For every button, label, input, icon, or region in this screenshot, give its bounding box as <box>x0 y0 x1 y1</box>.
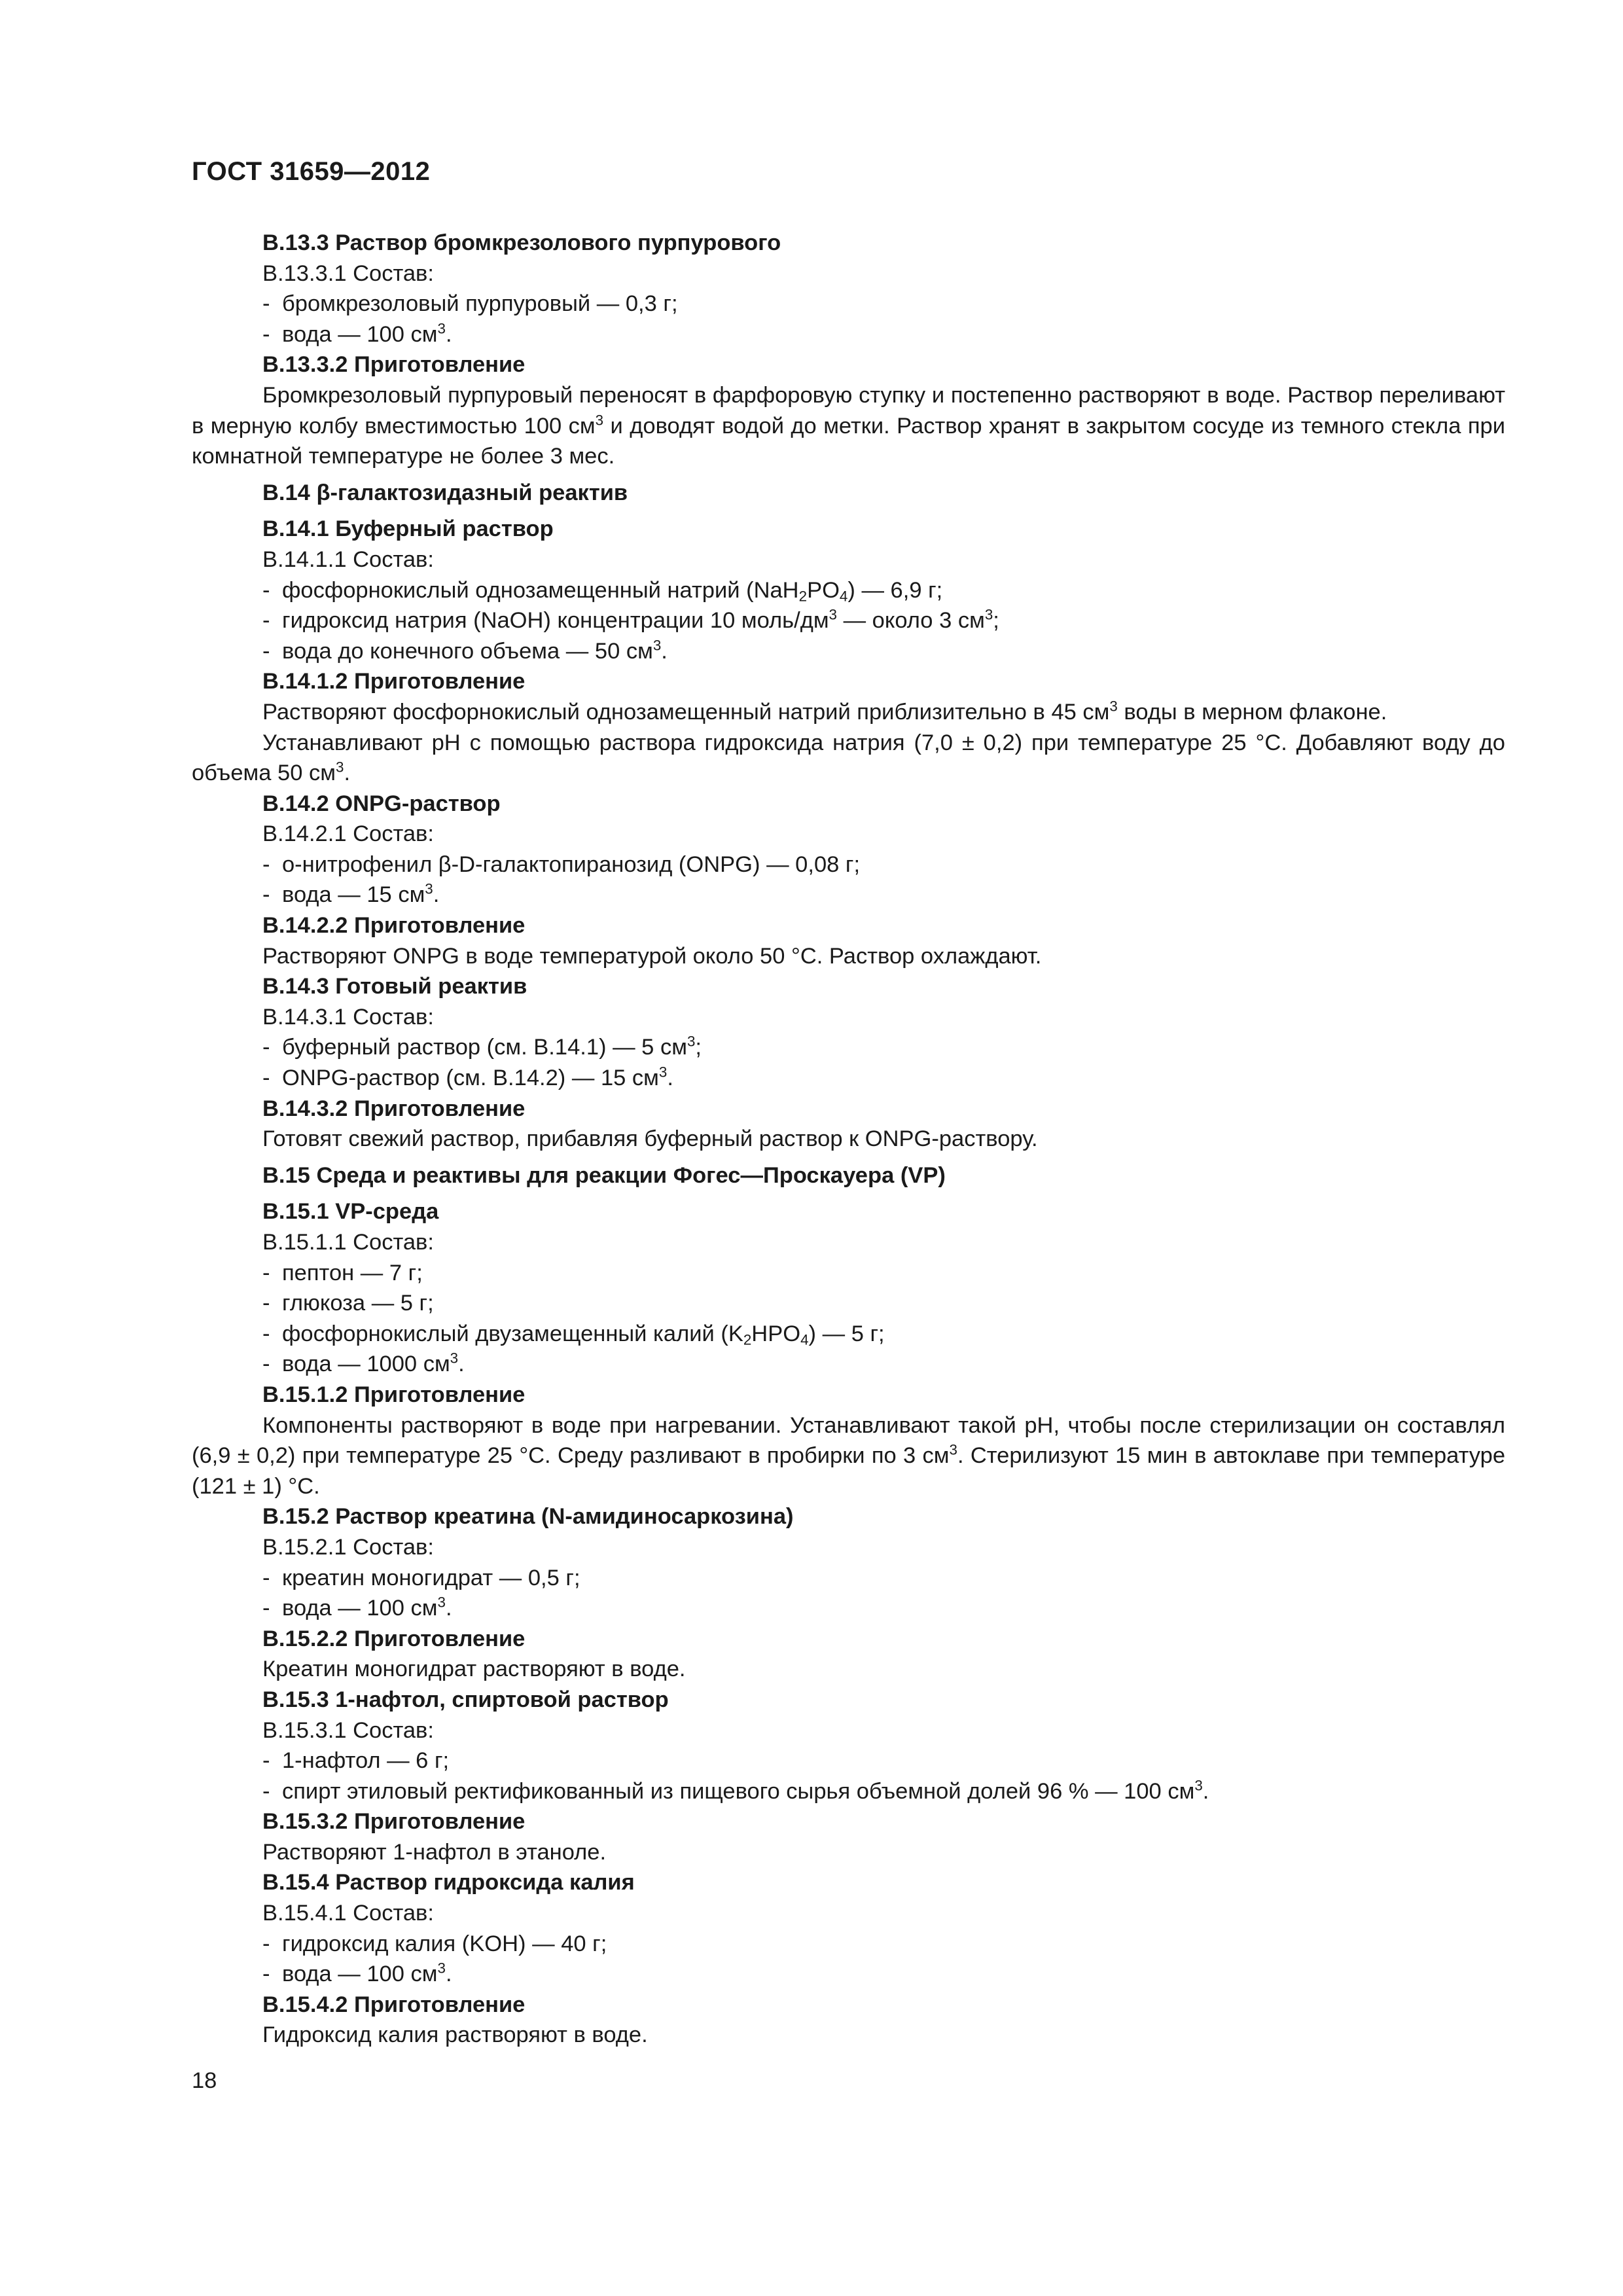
prep-title: В.14.3.2 Приготовление <box>262 1096 526 1121</box>
paragraph: Растворяют 1-нафтол в этаноле. <box>262 1839 607 1865</box>
section-title-b14: В.14 β-галактозидазный реактив <box>262 480 628 505</box>
list-item: - вода до конечного объема — 50 $см^3$. <box>262 637 668 664</box>
list-item: - о-нитрофенил β-D-галактопиранозид (ONPG) — 0,08 г; <box>262 852 861 877</box>
list-item: - бромкрезоловый пурпуровый — 0,3 г; <box>262 291 678 317</box>
list-item: - 1-нафтол — 6 г; <box>262 1748 450 1774</box>
composition-label: В.14.1.1 Состав: <box>262 547 434 572</box>
list-item: - ONPG-раствор (см. В.14.2) — 15 $см^3$. <box>262 1064 673 1091</box>
paragraph: Креатин моногидрат растворяют в воде. <box>262 1657 686 1682</box>
composition-label: В.15.4.1 Состав: <box>262 1901 434 1926</box>
list-item: - вода — 100 $см^3$. <box>262 1594 452 1621</box>
prep-title: В.15.3.2 Приготовление <box>262 1809 526 1835</box>
list-item: - гидроксид калия (KOH) — 40 г; <box>262 1931 607 1956</box>
section-title-b15: В.15 Среда и реактивы для реакции Фогес—Проскауера (VP) <box>262 1162 946 1188</box>
paragraph: Готовят свежий раствор, прибавляя буферный раствор к ONPG-раствору. <box>262 1126 1038 1152</box>
composition-label: В.15.3.1 Состав: <box>262 1717 434 1743</box>
list-item: - креатин моногидрат — 0,5 г; <box>262 1565 580 1590</box>
paragraph: Растворяют ONPG в воде температурой около 50 °С. Раствор охлаждают. <box>262 943 1042 969</box>
prep-title: В.14.2.2 Приготовление <box>262 913 526 939</box>
section-title-b13-3: В.13.3 Раствор бромкрезолового пурпурового <box>262 230 781 255</box>
list-item: - вода — 100 $см^3$. <box>262 1960 452 1987</box>
list-item: - буферный раствор (см. В.14.1) — 5 $см^3$; <box>262 1033 702 1060</box>
prep-title: В.15.4.2 Приготовление <box>262 1992 526 2017</box>
section-title-b14-2: В.14.2 ONPG-раствор <box>262 791 501 816</box>
paragraph: Устанавливают pH с помощью раствора гидроксида натрия (7,0 ± 0,2) при температуре 25 °С. Добавляют воду до объема 50 $см^3$. <box>192 730 1505 786</box>
prep-title-b13-3-2: В.13.3.2 Приготовление <box>262 352 526 378</box>
section-title-b15-4: В.15.4 Раствор гидроксида калия <box>262 1870 635 1895</box>
standard-header: ГОСТ 31659—2012 <box>192 157 431 186</box>
prep-title: В.15.2.2 Приготовление <box>262 1626 526 1651</box>
paragraph: Растворяют фосфорнокислый однозамещенный натрий приблизительно в 45 $см^3$ воды в мерном флаконе. <box>262 698 1387 725</box>
paragraph: Компоненты растворяют в воде при нагревании. Устанавливают такой pH, чтобы после стерилизации он составлял (6,9 ± 0,2) при температуре 25 °С. Среду разливают в пробирки по 3 $см^3$. Стерилизуют 15 мин в автоклаве при температуре (121 ± 1) °С. <box>192 1412 1505 1499</box>
composition-label-b13-3-1: В.13.3.1 Состав: <box>262 260 434 286</box>
list-item: - глюкоза — 5 г; <box>262 1291 434 1316</box>
composition-label: В.15.1.1 Состав: <box>262 1230 434 1255</box>
list-item: - вода — 100 $см^3$. <box>262 320 452 347</box>
document-body <box>192 228 1505 2051</box>
composition-label: В.15.2.1 Состав: <box>262 1534 434 1560</box>
page-number: 18 <box>192 2068 217 2093</box>
list-item: - фосфорнокислый двузамещенный калий $(K_2HPO_4)$ — 5 г; <box>262 1321 885 1348</box>
list-item: - вода — 15 $см^3$. <box>262 881 440 908</box>
section-title-b15-1: В.15.1 VP-среда <box>262 1199 439 1225</box>
prep-title: В.14.1.2 Приготовление <box>262 669 526 694</box>
paragraph: Гидроксид калия растворяют в воде. <box>262 2022 648 2048</box>
list-item: - вода — 1000 $см^3$. <box>262 1350 465 1377</box>
section-title-b15-3: В.15.3 1-нафтол, спиртовой раствор <box>262 1687 669 1712</box>
paragraph: Бромкрезоловый пурпуровый переносят в фарфоровую ступку и постепенно растворяют в воде. Раствор переливают в мерную колбу вместимостью 100 $см^3$ и доводят водой до метки. Раствор хранят в закрытом сосуде из темного стекла при комнатной температуре не более 3 мес. <box>192 382 1505 469</box>
composition-label: В.14.3.1 Состав: <box>262 1004 434 1030</box>
composition-label: В.14.2.1 Состав: <box>262 821 434 847</box>
list-item: - спирт этиловый ректификованный из пищевого сырья объемной долей 96 % — 100 $см^3$. <box>262 1777 1209 1804</box>
list-item: - фосфорнокислый однозамещенный натрий $(NaH_2PO_4)$ — 6,9 г; <box>262 577 943 605</box>
section-title-b14-1: В.14.1 Буферный раствор <box>262 516 554 542</box>
section-title-b14-3: В.14.3 Готовый реактив <box>262 974 527 999</box>
list-item: - пептон — 7 г; <box>262 1260 423 1285</box>
prep-title: В.15.1.2 Приготовление <box>262 1382 526 1407</box>
list-item: - гидроксид натрия (NaOH) концентрации 10 моль/$дм^3$ — около 3 $см^3$; <box>262 606 999 634</box>
section-title-b15-2: В.15.2 Раствор креатина (N-амидиносаркозина) <box>262 1504 794 1530</box>
